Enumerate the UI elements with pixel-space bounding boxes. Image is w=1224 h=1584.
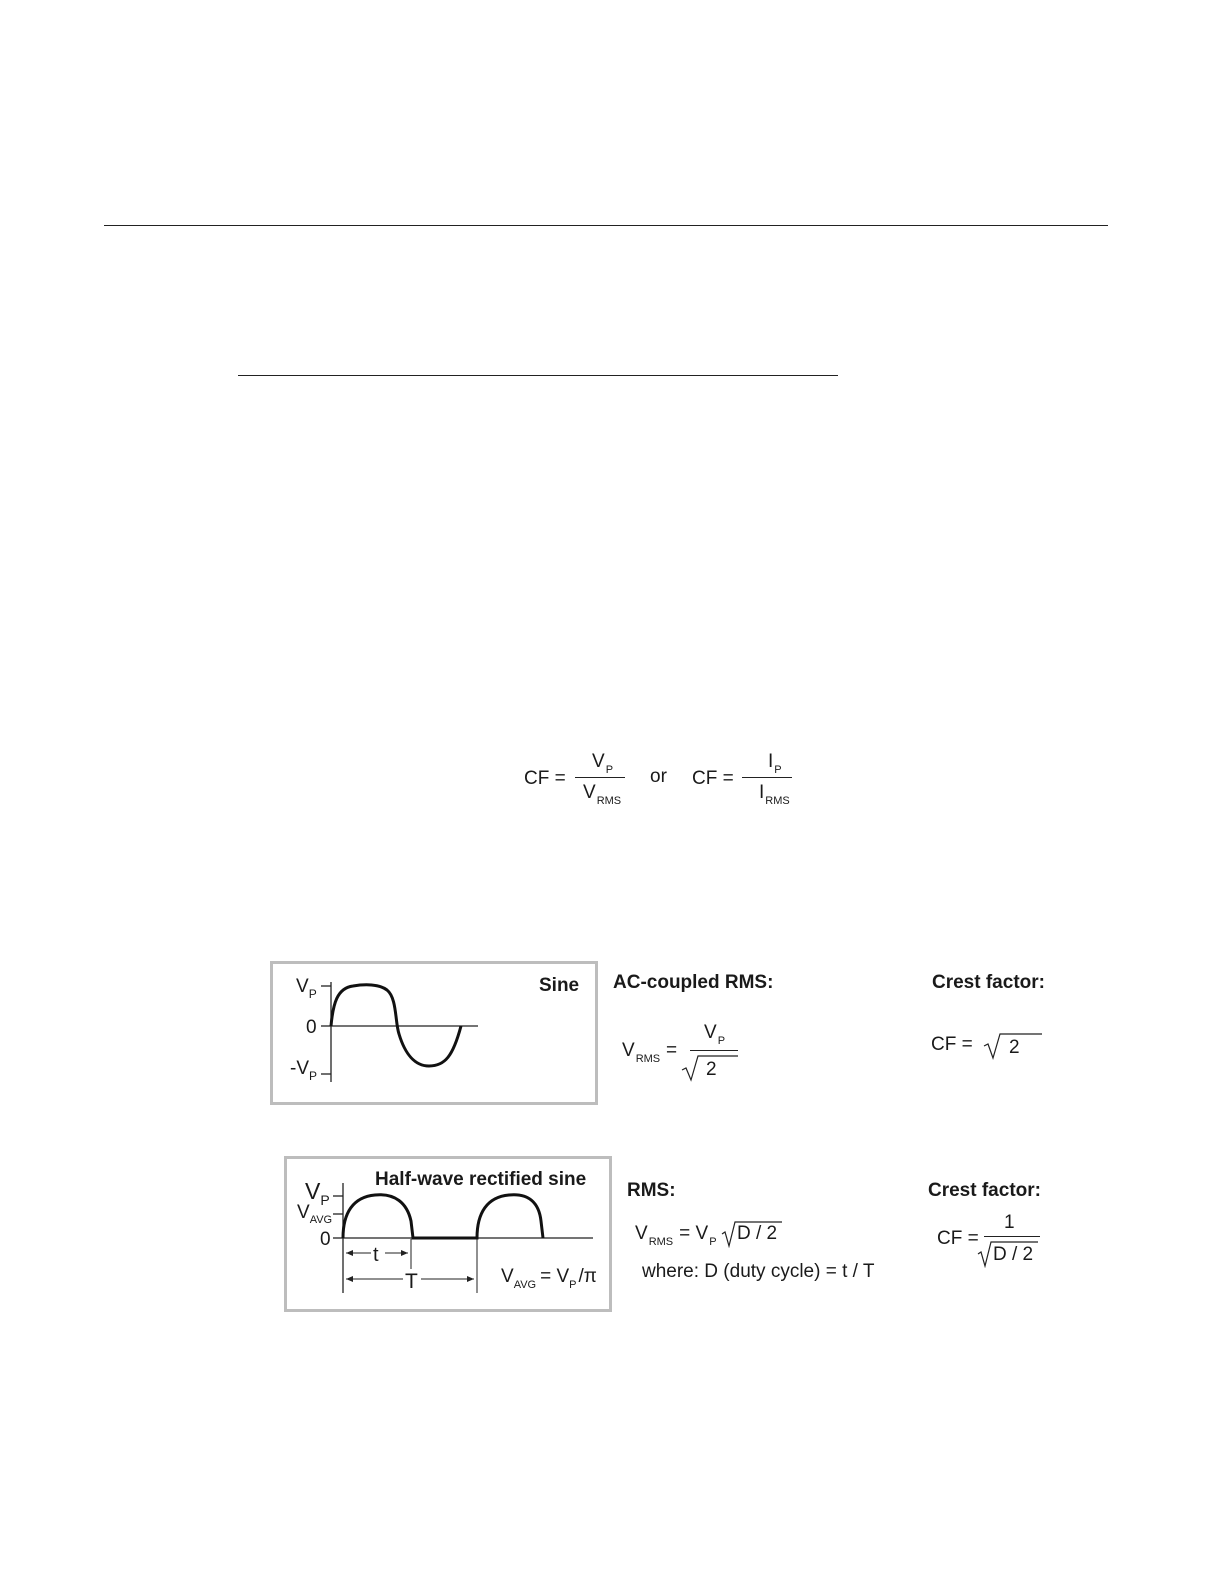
half-vrms-radicand: D / 2 xyxy=(737,1223,778,1244)
sine-waveform-graph xyxy=(273,964,595,1102)
duty-t-label: t xyxy=(373,1244,379,1266)
sine-vrms-denominator: 2 xyxy=(706,1059,717,1080)
half-vrms-lhs: $V_{RMS} = V_P$ xyxy=(635,1223,717,1248)
cf-denominator-current: $I_{RMS}$ xyxy=(759,782,790,807)
fraction-bar-voltage xyxy=(575,777,625,778)
fraction-bar-current xyxy=(742,777,792,778)
cf-denominator-voltage: $V_{RMS}$ xyxy=(583,782,622,807)
half-cf-label: CF = xyxy=(937,1228,979,1249)
sine-vrms-fraction-bar xyxy=(690,1050,738,1051)
sine-axis-neg-vp-label: $-V_P$ xyxy=(290,1058,318,1083)
sine-axis-zero-label: 0 xyxy=(306,1017,317,1038)
sine-axis-vp-label: $V_P$ xyxy=(296,976,317,1001)
half-axis-vp-label: $V_P$ xyxy=(305,1178,330,1208)
cf-label-voltage: CF = xyxy=(524,768,566,789)
sine-figure-title: Sine xyxy=(539,975,580,996)
or-word: or xyxy=(650,766,667,787)
cf-numerator-current: $I_P$ xyxy=(768,751,782,776)
section-rule xyxy=(238,375,838,376)
vavg-formula: $V_{AVG} = V_P$ /π xyxy=(501,1266,597,1291)
sine-vrms-label: $V_{RMS}$ xyxy=(622,1040,661,1065)
duty-cycle-definition: where: D (duty cycle) = t / T xyxy=(642,1261,875,1282)
sine-vrms-numerator: $V_P$ xyxy=(704,1022,726,1047)
cf-numerator-voltage: $V_P$ xyxy=(592,751,614,776)
sine-vrms-equals: = xyxy=(666,1040,678,1061)
sine-cf-value: 2 xyxy=(1009,1037,1020,1058)
half-cf-numerator: 1 xyxy=(1004,1212,1015,1233)
half-wave-graph xyxy=(287,1159,609,1309)
period-T-label: T xyxy=(405,1270,418,1293)
half-cf-fraction-bar xyxy=(984,1236,1040,1237)
sine-waveform-figure xyxy=(270,961,598,1105)
header-rule xyxy=(104,225,1108,226)
half-cf-radicand: D / 2 xyxy=(993,1244,1034,1265)
sine-cf-label: CF = xyxy=(931,1034,973,1055)
sine-cf-heading: Crest factor: xyxy=(932,972,1045,993)
half-wave-figure xyxy=(284,1156,612,1312)
half-rms-heading: RMS: xyxy=(627,1180,676,1201)
cf-label-current: CF = xyxy=(692,768,734,789)
half-axis-vavg-label: $V_{AVG}$ xyxy=(297,1202,333,1226)
half-wave-title: Half-wave rectified sine xyxy=(375,1169,587,1190)
sine-rms-heading: AC-coupled RMS: xyxy=(613,972,774,993)
half-axis-zero-label: 0 xyxy=(320,1229,331,1250)
half-cf-heading: Crest factor: xyxy=(928,1180,1041,1201)
